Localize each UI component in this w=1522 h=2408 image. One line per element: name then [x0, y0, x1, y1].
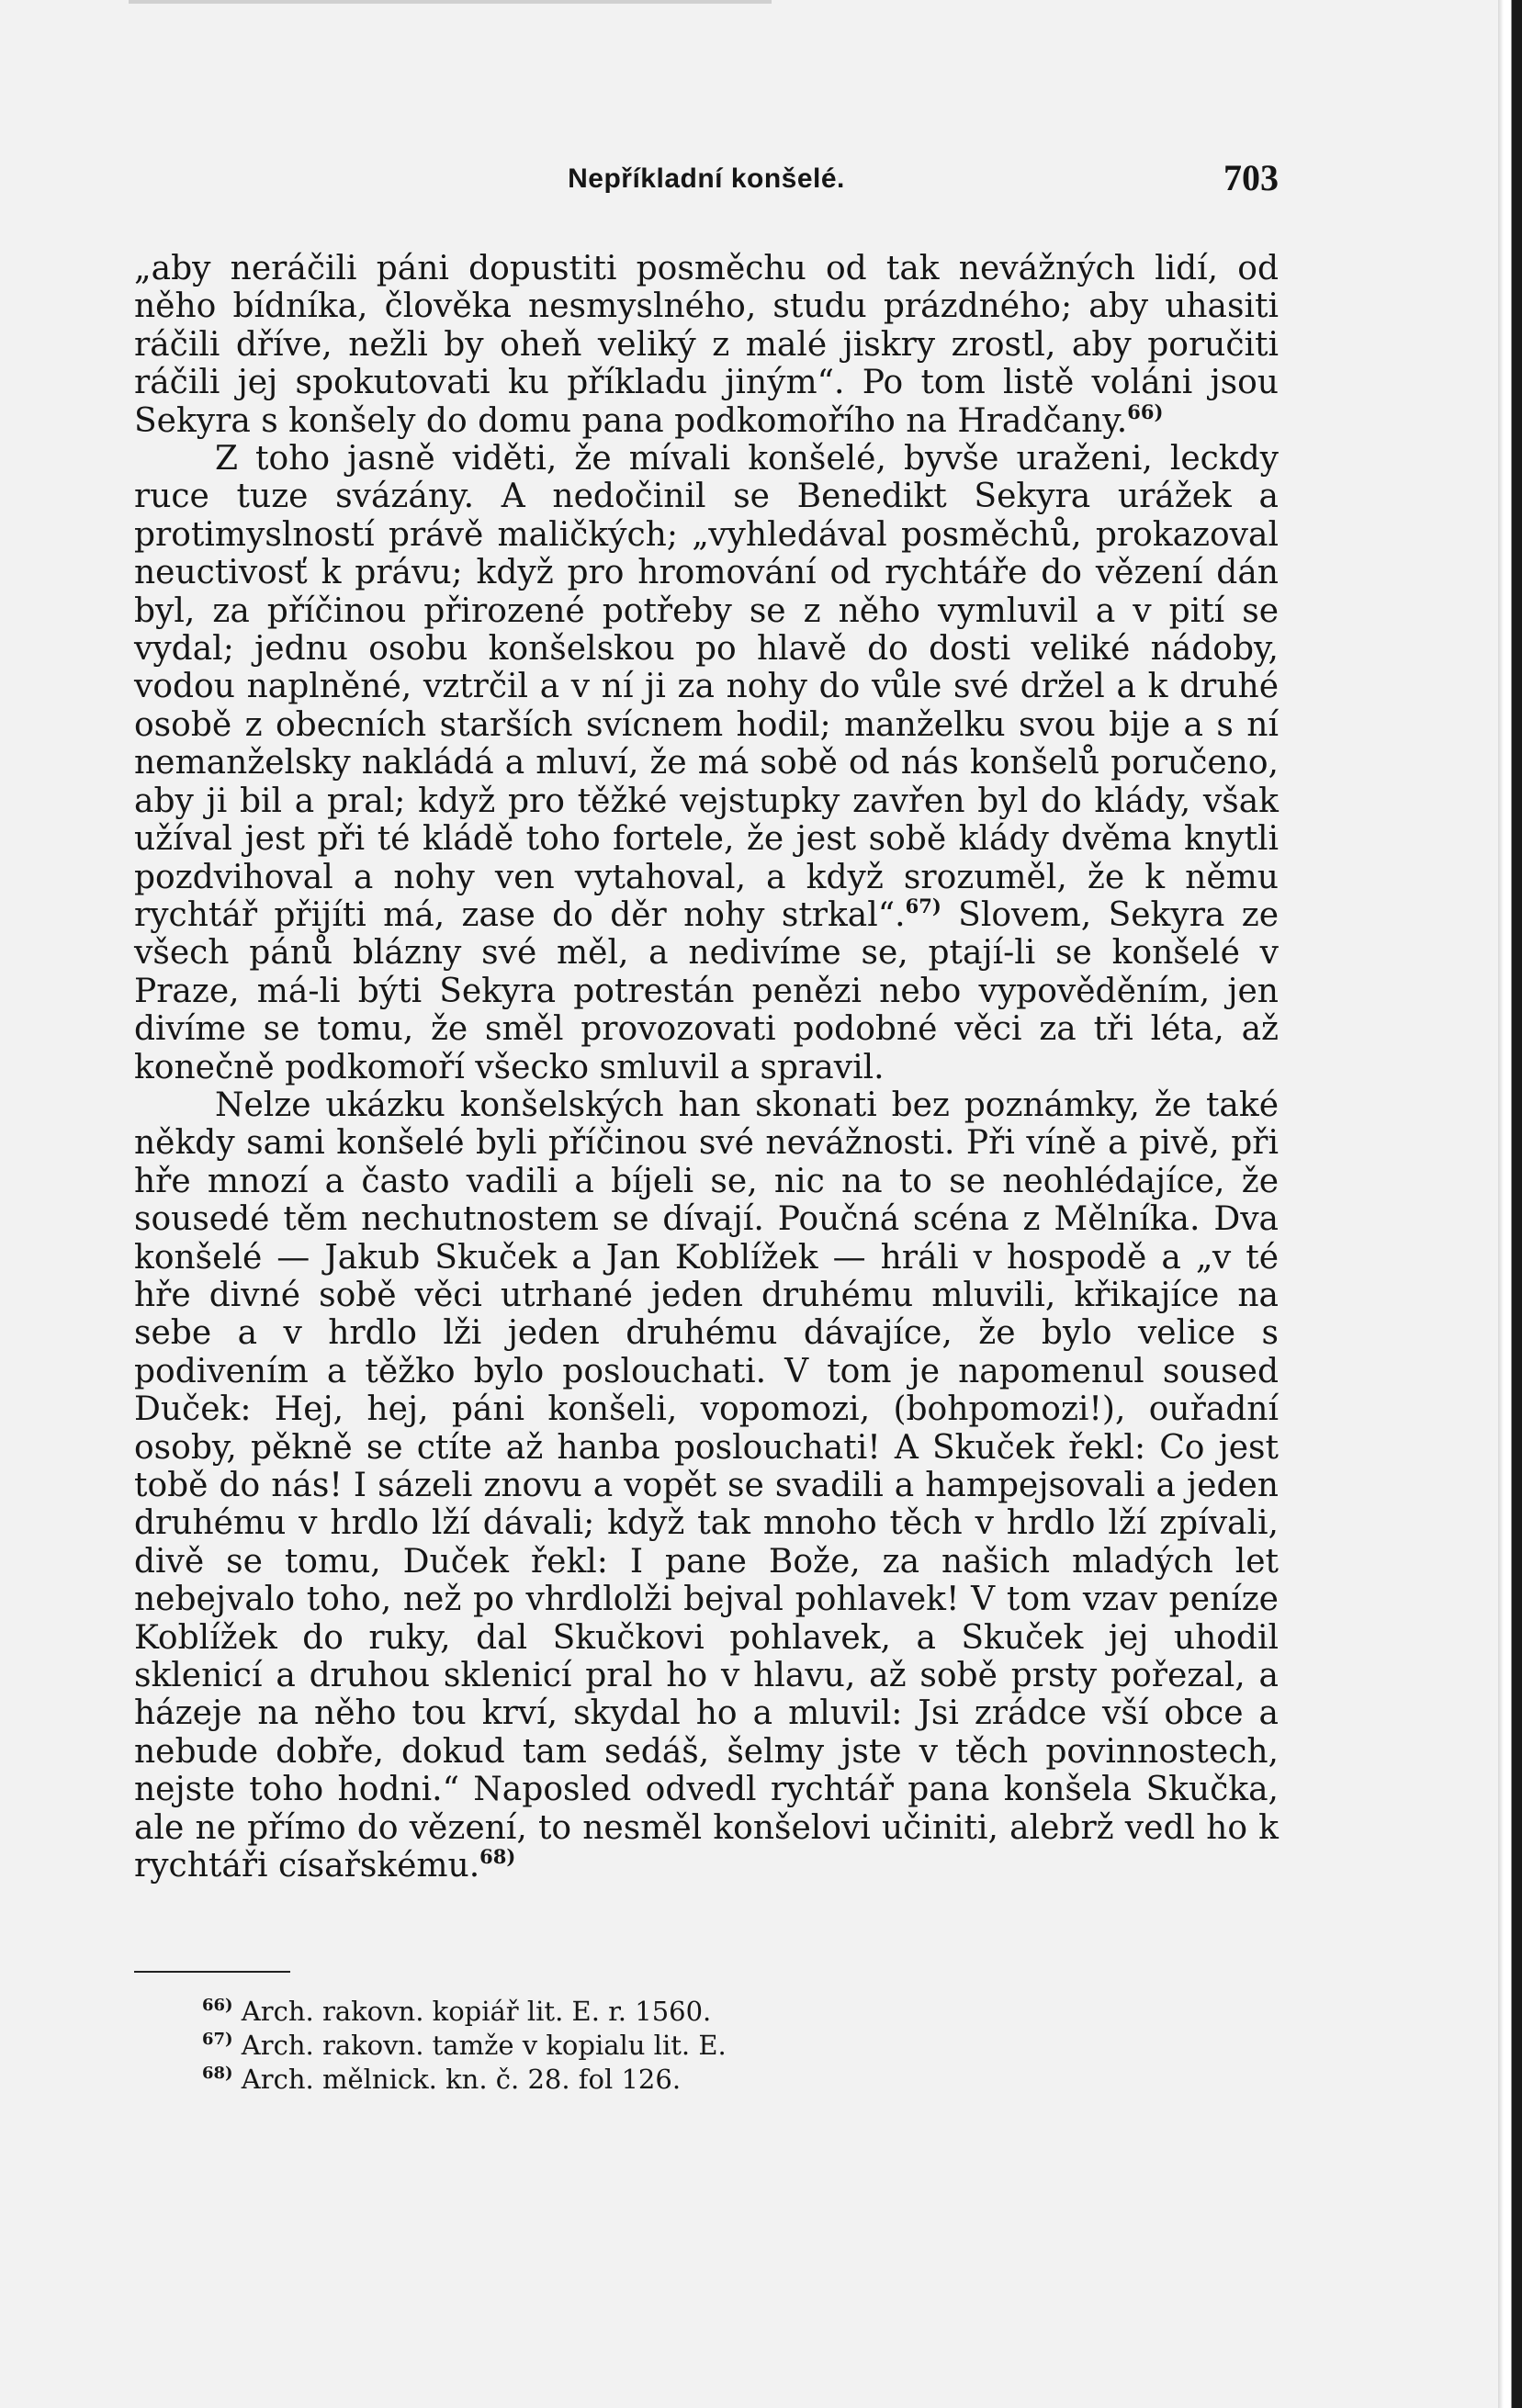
- running-title: Nepříkladní konšelé.: [568, 163, 845, 194]
- footnote: [202, 2029, 1121, 2063]
- footnote-text: Arch. mělnick. kn. č. 28. fol 126.: [241, 2064, 682, 2095]
- footnote-text: Arch. rakovn. kopiář lit. E. r. 1560.: [241, 1996, 712, 2027]
- page-top-edge: [129, 0, 772, 4]
- footnote-reference[interactable]: 66): [1127, 399, 1164, 423]
- page-header: [134, 154, 1279, 209]
- paragraph: [134, 1086, 1279, 1885]
- text-segment: „aby neráčili páni dopustiti posměchu od tak nevážných lidí, od něho bídníka, člověka nesmyslného, studu prázdného; aby uhasiti ráčili dříve, nežli by oheň veliký z malé jiskry zrostl, aby poručiti ráčili jej spokutovati ku příkladu jiným“. Po tom listě voláni jsou Sekyra s konšely do domu pana podkomořího na Hradčany.: [134, 250, 1279, 440]
- text-segment: Slovem, Sekyra ze všech pánů blázny své měl, a nedivíme se, ptají-li se konšelé v Praze, má-li býti Sekyra potrestán penězi nebo vypověděním, jen divíme se tomu, že směl provozovati podobné věci za tři léta, až konečně podkomoří všecko smluvil a spravil.: [134, 895, 1280, 1086]
- footnote: [202, 2063, 1121, 2097]
- page-right-edge: [1498, 0, 1522, 2408]
- footnote-number: 67): [202, 2030, 233, 2049]
- footnote-separator: [134, 1971, 290, 1973]
- text-segment: Nelze ukázku konšelských han skonati bez poznámky, že také někdy sami konšelé byli příčinou své nevážnosti. Při víně a pivě, při hře mnozí a často vadili a bíjeli se, nic na to se neohlédajíce, že sousedé těm nechutnostem se dívají. Poučná scéna z Mělníka. Dva konšelé — Jakub Skuček a Jan Koblížek — hráli v hospodě a „v té hře divné sobě věci utrhané jeden druhému mluvili, křikajíce na sebe a v hrdlo lži jeden druhému dávajíce, že bylo velice s podivením a těžko bylo poslouchati. V tom je napomenul soused Duček: Hej, hej, páni konšeli, vopomozi, (bohpomozi!), ouřadní osoby, pěkně se ctíte až hanba poslouchati! A Skuček řekl: Co jest tobě do nás! I sázeli znovu a vopět se svadili a hampejsovali a jeden druhému v hrdlo lží dávali; když tak mnoho těch v hrdlo lží zpívali, divě se tomu, Duček řekl: I pane Bože, za našich mladých let nebejvalo toho, než po vhrdlolži bejval pohlavek! V tom vzav peníze Koblížek do ruky, dal Skučkovi pohlavek, a Skuček jej uhodil sklenicí a druhou sklenicí pral ho v hlavu, až sobě prsty pořezal, a házeje na něho tou krví, skydal ho a mluvil: Jsi zrádce vší obce a nebude dobře, dokud tam sedáš, šelmy jste v těch povinnostech, nejste toho hodni.“ Naposled odvedl rychtář pana konšela Skučka, ale ne přímo do vězení, to nesměl konšelovi učiniti, alebrž vedl ho k rychtáři císařskému.: [134, 1086, 1279, 1885]
- page-number: 703: [1223, 157, 1279, 198]
- paragraph: [134, 440, 1279, 1086]
- footnotes: [202, 1995, 1121, 2097]
- main-text: [134, 250, 1279, 1885]
- footnote: [202, 1995, 1121, 2029]
- footnote-number: 68): [202, 2064, 233, 2083]
- paragraph: [134, 250, 1279, 440]
- footnote-number: 66): [202, 1996, 233, 2015]
- footnote-text: Arch. rakovn. tamže v kopialu lit. E.: [241, 2030, 727, 2061]
- text-segment: Z toho jasně viděti, že mívali konšelé, byvše uraženi, leckdy ruce tuze svázány. A nedočinil se Benedikt Sekyra urážek a protimyslností právě maličkých; „vyhledával posměchů, prokazoval neuctivosť k právu; když pro hromování od rychtáře do vězení dán byl, za příčinou přirozené potřeby se z něho vymluvil a v pití se vydal; jednu osobu konšelskou po hlavě do dosti veliké nádoby, vodou naplněné, vztrčil a v ní ji za nohy do vůle své držel a k druhé osobě z obecních starších svícnem hodil; manželku svou bije a s ní nemanželsky nakládá a mluví, že má sobě od nás konšelů poručeno, aby ji bil a pral; když pro těžké vejstupky zavřen byl do klády, však užíval jest při té kládě toho fortele, že jest sobě klády dvěma knytli pozdvihoval a nohy ven vytahoval, a když srozuměl, že k němu rychtář přijíti má, zase do děr nohy strkal“.: [134, 440, 1279, 934]
- footnote-reference[interactable]: 68): [479, 1845, 516, 1869]
- footnote-reference[interactable]: 67): [905, 894, 941, 917]
